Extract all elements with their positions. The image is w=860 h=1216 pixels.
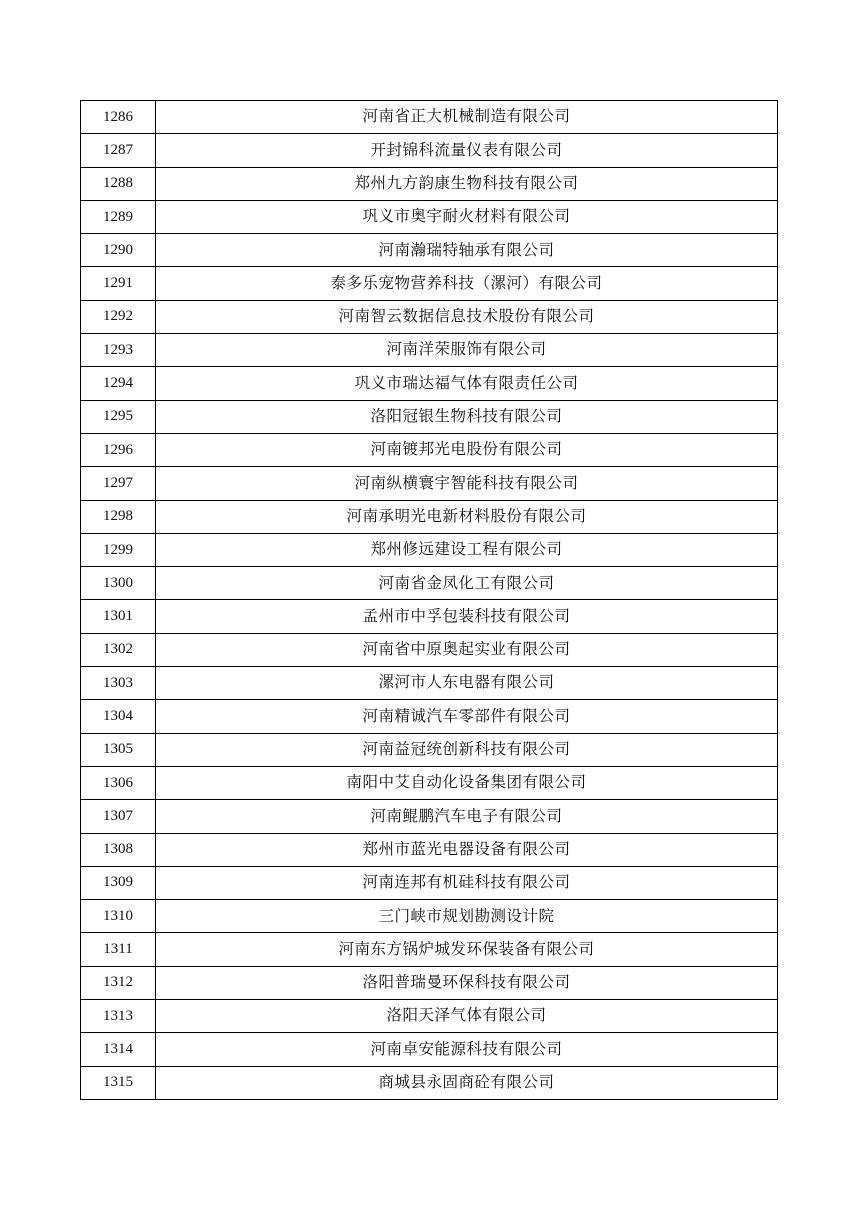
table-row <box>81 733 778 766</box>
row-number: 1299 <box>81 533 156 566</box>
row-number: 1303 <box>81 667 156 700</box>
row-number: 1295 <box>81 400 156 433</box>
company-name: 巩义市奥宇耐火材料有限公司 <box>156 200 778 233</box>
table-row <box>81 966 778 999</box>
table-row <box>81 334 778 367</box>
row-number: 1313 <box>81 1000 156 1033</box>
table-row <box>81 933 778 966</box>
company-name: 河南省金凤化工有限公司 <box>156 567 778 600</box>
table-row <box>81 234 778 267</box>
company-name: 河南省中原奥起实业有限公司 <box>156 633 778 666</box>
table-row <box>81 200 778 233</box>
company-name: 河南智云数据信息技术股份有限公司 <box>156 300 778 333</box>
row-number: 1308 <box>81 833 156 866</box>
company-name: 开封锦科流量仪表有限公司 <box>156 134 778 167</box>
company-name: 河南镀邦光电股份有限公司 <box>156 433 778 466</box>
company-name: 河南鲲鹏汽车电子有限公司 <box>156 800 778 833</box>
table-row <box>81 800 778 833</box>
company-name: 漯河市人东电器有限公司 <box>156 667 778 700</box>
table-row <box>81 467 778 500</box>
row-number: 1300 <box>81 567 156 600</box>
table-row <box>81 367 778 400</box>
row-number: 1307 <box>81 800 156 833</box>
row-number: 1315 <box>81 1066 156 1099</box>
row-number: 1302 <box>81 633 156 666</box>
row-number: 1292 <box>81 300 156 333</box>
table-row <box>81 134 778 167</box>
company-name: 洛阳普瑞曼环保科技有限公司 <box>156 966 778 999</box>
table-row <box>81 167 778 200</box>
company-name: 孟州市中孚包装科技有限公司 <box>156 600 778 633</box>
table-row <box>81 600 778 633</box>
company-name: 南阳中艾自动化设备集团有限公司 <box>156 766 778 799</box>
row-number: 1286 <box>81 101 156 134</box>
row-number: 1298 <box>81 500 156 533</box>
row-number: 1287 <box>81 134 156 167</box>
table-row <box>81 633 778 666</box>
company-list-table <box>80 100 778 1100</box>
row-number: 1306 <box>81 766 156 799</box>
company-name: 泰多乐宠物营养科技（漯河）有限公司 <box>156 267 778 300</box>
company-name: 河南连邦有机硅科技有限公司 <box>156 866 778 899</box>
row-number: 1311 <box>81 933 156 966</box>
table-row <box>81 667 778 700</box>
company-name: 郑州九方韵康生物科技有限公司 <box>156 167 778 200</box>
company-name: 洛阳冠银生物科技有限公司 <box>156 400 778 433</box>
row-number: 1304 <box>81 700 156 733</box>
table-row <box>81 533 778 566</box>
row-number: 1291 <box>81 267 156 300</box>
company-name: 河南益冠统创新科技有限公司 <box>156 733 778 766</box>
company-name: 河南纵横寰宇智能科技有限公司 <box>156 467 778 500</box>
company-name: 河南省正大机械制造有限公司 <box>156 101 778 134</box>
table-row <box>81 101 778 134</box>
row-number: 1297 <box>81 467 156 500</box>
row-number: 1289 <box>81 200 156 233</box>
table-row <box>81 1000 778 1033</box>
table-row <box>81 700 778 733</box>
company-name: 郑州修远建设工程有限公司 <box>156 533 778 566</box>
table-row <box>81 433 778 466</box>
company-name: 巩义市瑞达福气体有限责任公司 <box>156 367 778 400</box>
company-name: 河南精诚汽车零部件有限公司 <box>156 700 778 733</box>
row-number: 1309 <box>81 866 156 899</box>
row-number: 1312 <box>81 966 156 999</box>
table-row <box>81 1066 778 1099</box>
table-row <box>81 567 778 600</box>
company-name: 郑州市蓝光电器设备有限公司 <box>156 833 778 866</box>
row-number: 1294 <box>81 367 156 400</box>
table-row <box>81 866 778 899</box>
row-number: 1301 <box>81 600 156 633</box>
table-row <box>81 267 778 300</box>
row-number: 1293 <box>81 334 156 367</box>
row-number: 1296 <box>81 433 156 466</box>
table-row <box>81 500 778 533</box>
company-name: 三门峡市规划勘测设计院 <box>156 900 778 933</box>
company-name: 河南东方锅炉城发环保装备有限公司 <box>156 933 778 966</box>
company-name: 河南瀚瑞特轴承有限公司 <box>156 234 778 267</box>
table-row <box>81 400 778 433</box>
table-row <box>81 900 778 933</box>
table-row <box>81 300 778 333</box>
company-name: 河南卓安能源科技有限公司 <box>156 1033 778 1066</box>
row-number: 1310 <box>81 900 156 933</box>
table-row <box>81 766 778 799</box>
row-number: 1314 <box>81 1033 156 1066</box>
company-name: 商城县永固商砼有限公司 <box>156 1066 778 1099</box>
table-row <box>81 833 778 866</box>
table-body <box>81 101 778 1100</box>
company-name: 河南洋荣服饰有限公司 <box>156 334 778 367</box>
row-number: 1288 <box>81 167 156 200</box>
company-name: 河南承明光电新材料股份有限公司 <box>156 500 778 533</box>
table-row <box>81 1033 778 1066</box>
row-number: 1305 <box>81 733 156 766</box>
row-number: 1290 <box>81 234 156 267</box>
company-name: 洛阳天泽气体有限公司 <box>156 1000 778 1033</box>
